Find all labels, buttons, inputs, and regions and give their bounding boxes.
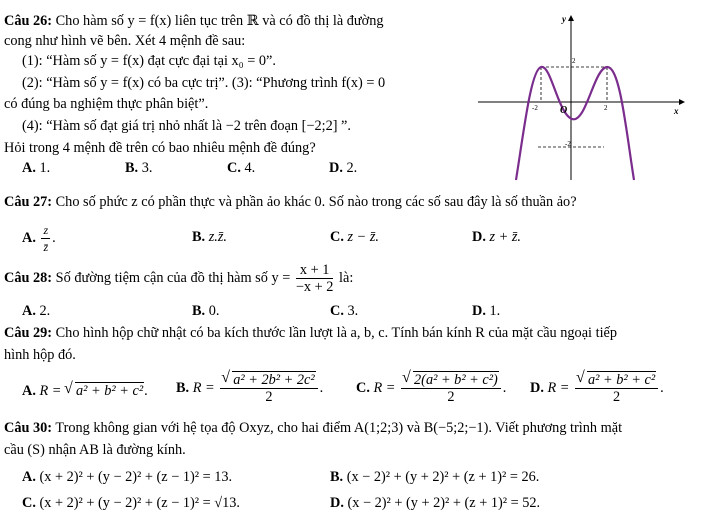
option-key: B.	[330, 469, 344, 485]
q29-option-c[interactable]: C. R = √ $\frac{\text{2(a² + b² + c²)}}{2}$ .	[356, 372, 506, 405]
q26-function-graph	[476, 10, 688, 182]
option-text: z.z̄.	[208, 229, 227, 245]
option-text: (x + 2)² + (y − 2)² + (z − 1)² = 13.	[39, 469, 233, 485]
q26-statement-2: (2): “Hàm số y = f(x) có ba cực trị”. (3): “Phương trình f(x) = 0	[22, 75, 386, 91]
q28-option-d[interactable]	[472, 302, 500, 320]
q30-option-c[interactable]	[22, 494, 240, 512]
origin-label: O	[560, 105, 568, 116]
q28-option-b[interactable]	[192, 302, 219, 320]
option-key: D.	[329, 160, 343, 176]
q26-label: Câu 26:	[4, 13, 53, 29]
q27-stem: Cho số phức z có phần thực và phần ảo khác 0. Số nào trong các số sau đây là số thuần ảo?	[55, 194, 577, 210]
q29-stem-b: hình hộp đó.	[4, 347, 76, 363]
option-text: 1.	[39, 160, 51, 176]
sqrt: √ a² + b² + c²	[65, 382, 144, 400]
q27-option-b[interactable]	[192, 228, 227, 246]
option-text: z − z̄.	[347, 229, 379, 245]
q26-statement-4: (4): “Hàm số đạt giá trị nhỏ nhất là −2 trên đoạn [−2;2] ”.	[22, 118, 351, 134]
q26-question: Hỏi trong 4 mệnh đề trên có bao nhiêu mệnh đề đúng?	[4, 140, 316, 156]
option-key: C.	[22, 495, 36, 511]
q29-stem-a: Cho hình hộp chữ nhật có ba kích thước lần lượt là a, b, c. Tính bán kính R của mặt cầu ngoại tiếp	[55, 325, 618, 341]
option-text: 3.	[347, 303, 359, 319]
option-key: C.	[356, 379, 370, 396]
fraction: √ $\frac{\text{2(a² + b² + c²)}}{2}$	[401, 372, 501, 405]
q26-statement-1: (1): “Hàm số y = f(x) đạt cực đại tại x₀ = 0”.	[22, 53, 276, 69]
fraction: √ $\frac{\text{a² + 2b² + 2c²}}{2}$	[220, 372, 317, 405]
option-text: 2.	[39, 303, 51, 319]
option-text: (x − 2)² + (y + 2)² + (z + 1)² = 52.	[347, 495, 541, 511]
option-text: 1.	[489, 303, 501, 319]
q28-label: Câu 28:	[4, 269, 53, 286]
q30-option-b[interactable]	[330, 468, 539, 486]
q30-option-a[interactable]	[22, 468, 232, 486]
option-key: B.	[125, 160, 139, 176]
q28-fraction: $\frac{x + 1}{-x + 2}$	[295, 262, 334, 295]
tick-x-pos: 2	[604, 104, 608, 112]
q28-stem: Số đường tiệm cận của đồ thị hàm số y =	[55, 269, 291, 286]
option-key: D.	[472, 229, 486, 245]
q27-option-d[interactable]	[472, 228, 521, 246]
option-key: A.	[22, 229, 36, 246]
q30-stem-b: cầu (S) nhận AB là đường kính.	[4, 442, 186, 458]
fraction: √ $\frac{\text{a² + b² + c²}}{2}$	[575, 372, 658, 405]
q26-stem-a: Cho hàm số y = f(x) liên tục trên ℝ và có đồ thị là đường	[55, 13, 384, 29]
option-text: 3.	[141, 160, 153, 176]
option-key: D.	[472, 303, 486, 319]
option-key: D.	[330, 495, 344, 511]
q26-option-d[interactable]	[329, 159, 357, 177]
q28-tail: là:	[339, 269, 354, 286]
option-key: A.	[22, 469, 36, 485]
q28-stem-line	[4, 262, 353, 295]
option-key: C.	[330, 229, 344, 245]
q30-label: Câu 30:	[4, 420, 53, 436]
q27-option-a[interactable]: A. $\frac{z}{z̄}$ .	[22, 223, 56, 254]
fraction: $\frac{z}{z̄}$	[43, 223, 49, 254]
y-axis-label: y	[562, 14, 566, 24]
q26-curve	[516, 67, 634, 180]
q27-option-c[interactable]	[330, 228, 379, 246]
q26-option-a[interactable]	[22, 159, 50, 177]
option-key: B.	[192, 303, 206, 319]
q30-stem-line1	[4, 419, 622, 437]
option-key: A.	[22, 303, 36, 319]
q29-option-b[interactable]: B. R = √ $\frac{\text{a² + 2b² + 2c²}}{2}$ .	[176, 372, 323, 405]
option-text: 4.	[244, 160, 256, 176]
q26-statement-3: có đúng ba nghiệm thực phân biệt”.	[4, 96, 209, 112]
q26-stem-b: cong như hình vẽ bên. Xét 4 mệnh đề sau:	[4, 33, 246, 49]
q29-stem-line1	[4, 324, 617, 342]
option-text: 0.	[208, 303, 220, 319]
q30-option-d[interactable]	[330, 494, 540, 512]
q30-stem-a: Trong không gian với hệ tọa độ Oxyz, cho hai điểm A(1;2;3) và B(−5;2;−1). Viết phương trình mặt	[55, 420, 623, 436]
option-key: D.	[530, 379, 544, 396]
option-key: C.	[330, 303, 344, 319]
option-text: (x + 2)² + (y − 2)² + (z − 1)² = √13.	[39, 495, 240, 511]
q26-option-c[interactable]	[227, 159, 255, 177]
option-key: C.	[227, 160, 241, 176]
q28-option-c[interactable]	[330, 302, 358, 320]
x-axis-label: x	[674, 106, 679, 116]
option-text: z + z̄.	[489, 229, 521, 245]
q29-option-a[interactable]: A. R = √ a² + b² + c².	[22, 382, 148, 400]
option-key: B.	[192, 229, 206, 245]
option-text: 2.	[346, 160, 358, 176]
q27-stem-line	[4, 193, 577, 211]
tick-x-neg: -2	[532, 104, 538, 112]
tick-y-neg: -2	[565, 140, 571, 148]
tick-y-pos: 2	[572, 57, 576, 65]
q29-label: Câu 29:	[4, 325, 53, 341]
option-key: A.	[22, 160, 36, 176]
option-text: (x − 2)² + (y + 2)² + (z + 1)² = 26.	[346, 469, 540, 485]
q27-label: Câu 27:	[4, 194, 53, 210]
q28-option-a[interactable]	[22, 302, 50, 320]
q26-stem-line1	[4, 12, 384, 30]
option-key: A.	[22, 383, 36, 399]
q26-option-b[interactable]	[125, 159, 152, 177]
q29-option-d[interactable]: D. R = √ $\frac{\text{a² + b² + c²}}{2}$ .	[530, 372, 664, 405]
option-key: B.	[176, 379, 190, 396]
